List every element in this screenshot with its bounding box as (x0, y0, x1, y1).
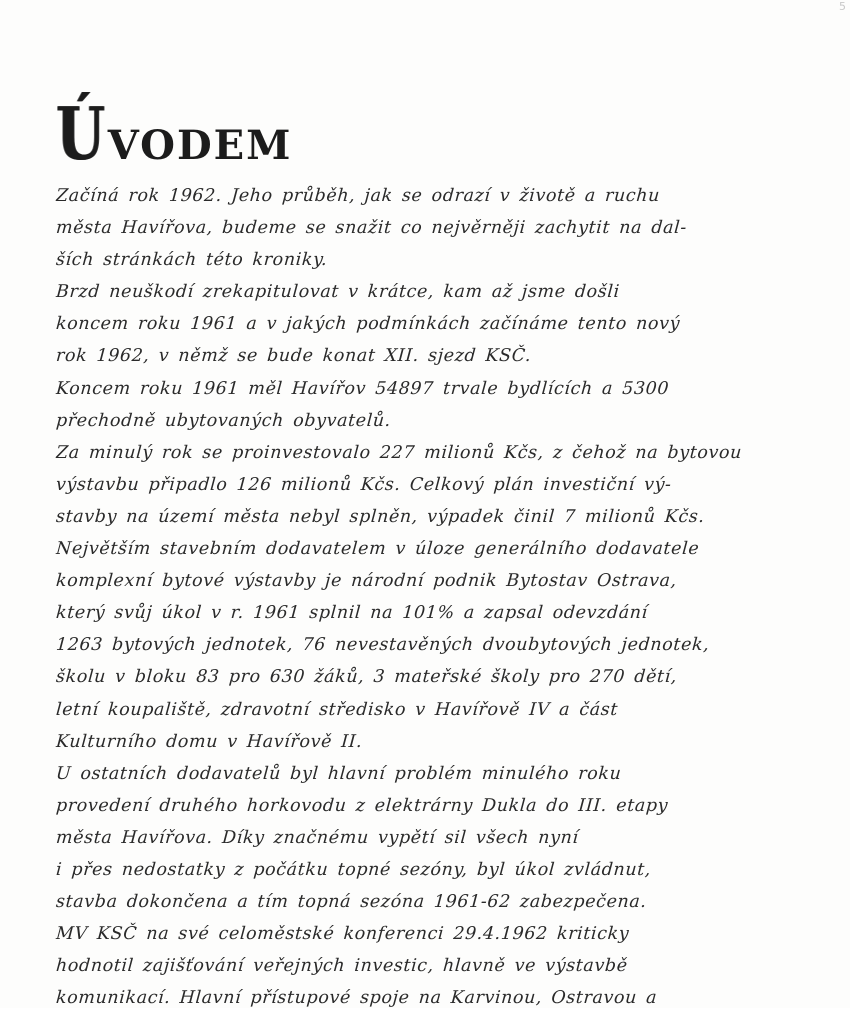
handwritten-line: Začíná rok 1962. Jeho průběh, jak se odrazí v životě a ruchu (55, 186, 661, 206)
handwritten-line: koncem roku 1961 a v jakých podmínkách začínáme tento nový (55, 314, 681, 335)
handwritten-body (56, 180, 816, 1014)
handwritten-line: komplexní bytové výstavby je národní podnik Bytostav Ostrava, (55, 571, 678, 592)
handwritten-line: školu v bloku 83 pro 630 žáků, 3 mateřské školy pro 270 dětí, (55, 667, 678, 688)
title-initial: Ú (56, 91, 108, 176)
handwritten-line: Kulturního domu v Havířově II. (55, 731, 364, 752)
handwritten-line: stavba dokončena a tím topná sezóna 1961-62 zabezpečena. (55, 892, 648, 913)
handwritten-line: hodnotil zajišťování veřejných investic, hlavně ve výstavbě (55, 956, 629, 977)
handwritten-line: rok 1962, v němž se bude konat XII. sjezd KSČ. (55, 346, 532, 367)
handwritten-line: který svůj úkol v r. 1961 splnil na 101% a zapsal odevzdání (55, 603, 649, 624)
handwritten-line: ších stránkách této kroniky. (55, 250, 329, 271)
handwritten-line: MV KSČ na své celoměstské konferenci 29.4.1962 kriticky (55, 924, 630, 945)
handwritten-line: přechodně ubytovaných obyvatelů. (55, 410, 392, 431)
title-rest: VODEM (107, 122, 293, 169)
handwritten-line: letní koupaliště, zdravotní středisko v Havířově IV a část (55, 699, 619, 720)
handwritten-line: 1263 bytových jednotek, 76 nevestavěných dvoubytových jednotek, (55, 635, 711, 656)
handwritten-line: provedení druhého horkovodu z elektrárny Dukla do III. etapy (55, 795, 669, 816)
handwritten-line: výstavbu připadlo 126 milionů Kčs. Celkový plán investiční vý- (55, 474, 673, 495)
handwritten-line: stavby na území města nebyl splněn, výpadek činil 7 milionů Kčs. (55, 506, 706, 527)
handwritten-line: Největším stavebním dodavatelem v úloze generálního dodavatele (55, 539, 700, 560)
handwritten-line: Koncem roku 1961 měl Havířov 54897 trvale bydlících a 5300 (55, 378, 670, 399)
handwritten-line: Za minulý rok se proinvestovalo 227 milionů Kčs, z čehož na bytovou (55, 442, 743, 463)
handwritten-line: komunikací. Hlavní přístupové spoje na Karvinou, Ostravou a (55, 988, 658, 1009)
handwritten-line: města Havířova, budeme se snažit co nejvěrněji zachytit na dal- (55, 218, 688, 239)
page-corner-mark: 5 (839, 0, 846, 13)
chapter-title (56, 91, 293, 176)
handwritten-line: i přes nedostatky z počátku topné sezóny, byl úkol zvládnut, (55, 859, 652, 880)
handwritten-line: U ostatních dodavatelů byl hlavní problém minulého roku (55, 763, 623, 784)
handwritten-line: města Havířova. Díky značnému vypětí sil všech nyní (55, 827, 580, 848)
handwritten-line: Brzd neuškodí zrekapitulovat v krátce, kam až jsme došli (55, 282, 621, 303)
